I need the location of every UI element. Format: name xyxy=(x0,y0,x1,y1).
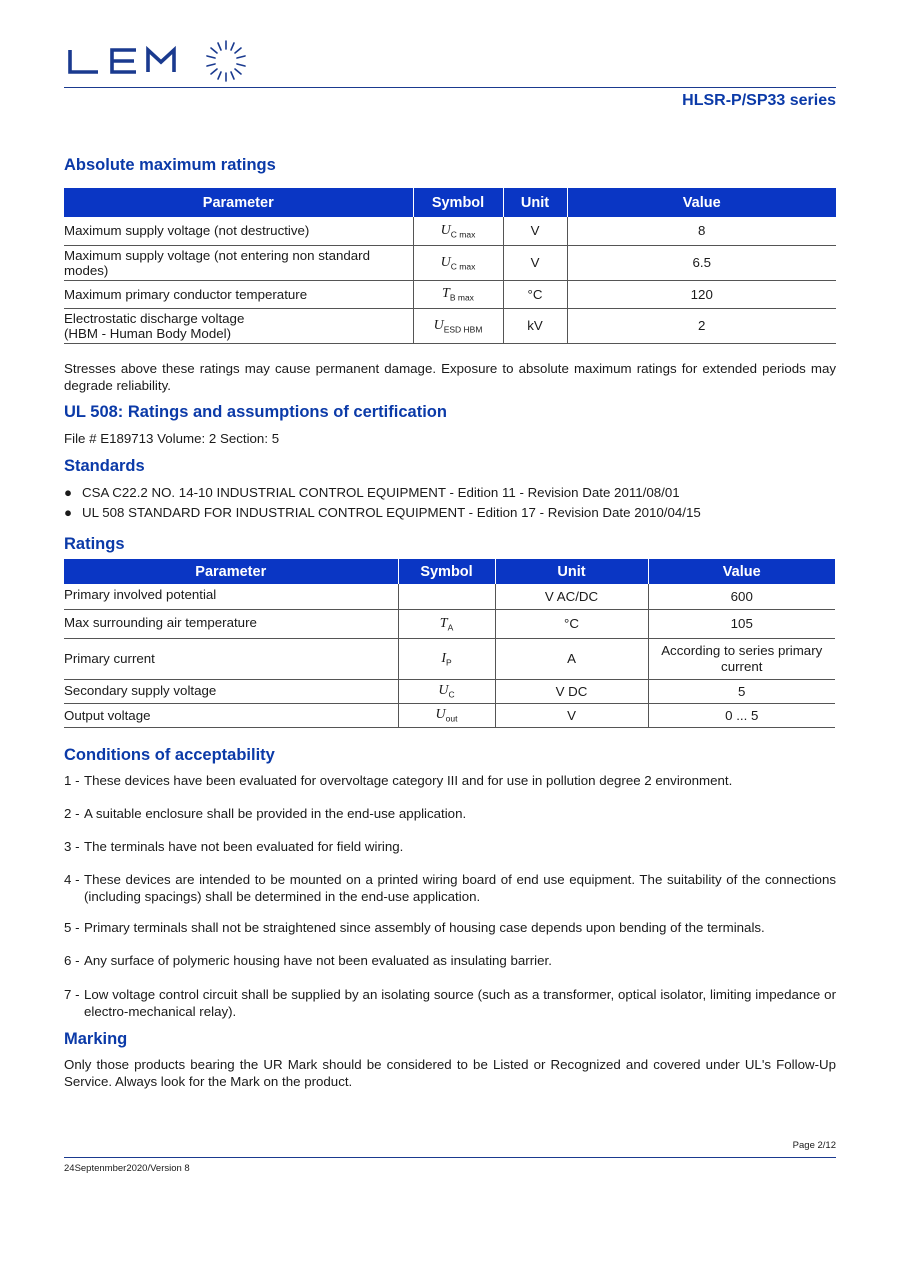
col-header-parameter: Parameter xyxy=(64,188,413,217)
cell-parameter: Primary current xyxy=(64,638,398,679)
abs-max-table xyxy=(64,188,836,344)
cell-value: 120 xyxy=(567,280,836,308)
ul-heading: UL 508: Ratings and assumptions of certification xyxy=(64,403,447,421)
list-item: 7 - Low voltage control circuit shall be supplied by an isolating source (such as a transformer, optical isolator, limiting impedance or electro-mechanical relay). xyxy=(64,987,836,1019)
cell-value: 8 xyxy=(567,217,836,245)
table-header-row xyxy=(64,188,836,217)
col-header-unit: Unit xyxy=(495,559,648,584)
cell-parameter: Maximum primary conductor temperature xyxy=(64,280,413,308)
list-item: 6 - Any surface of polymeric housing have not been evaluated as insulating barrier. xyxy=(64,953,552,968)
list-item: 5 - Primary terminals shall not be straightened since assembly of housing case depends upon bending of the terminals. xyxy=(64,920,765,935)
table-row xyxy=(64,703,835,727)
standards-heading: Standards xyxy=(64,457,145,475)
table-row xyxy=(64,308,836,343)
cell-symbol: $T_A$ xyxy=(398,609,495,638)
cell-unit: V xyxy=(503,217,567,245)
cell-symbol: $U_{out}$ xyxy=(398,703,495,727)
cell-symbol: $T_{B max}$ xyxy=(413,280,503,308)
cell-value: 6.5 xyxy=(567,245,836,280)
table-row xyxy=(64,217,836,245)
cell-parameter: Secondary supply voltage xyxy=(64,679,398,703)
cell-unit: A xyxy=(495,638,648,679)
col-header-unit: Unit xyxy=(503,188,567,217)
cell-symbol: $U_{C max}$ xyxy=(413,245,503,280)
list-item: 3 - The terminals have not been evaluated for field wiring. xyxy=(64,839,404,854)
cell-parameter: Primary involved potential xyxy=(64,584,398,609)
table-row xyxy=(64,679,835,703)
cell-unit: kV xyxy=(503,308,567,343)
conditions-heading: Conditions of acceptability xyxy=(64,746,275,764)
table-row xyxy=(64,609,835,638)
col-header-value: Value xyxy=(648,559,835,584)
cell-parameter: Maximum supply voltage (not destructive) xyxy=(64,217,413,245)
col-header-parameter: Parameter xyxy=(64,559,398,584)
cell-value: 5 xyxy=(648,679,835,703)
marking-text: Only those products bearing the UR Mark should be considered to be Listed or Recognized and covered under UL's Follow-Up Service. Always look for the Mark on the product. xyxy=(64,1057,836,1089)
bullet-icon: ● xyxy=(64,485,73,500)
table-row xyxy=(64,245,836,280)
cell-unit: °C xyxy=(503,280,567,308)
cell-value: According to series primary current xyxy=(648,638,835,679)
list-item: 4 - These devices are intended to be mounted on a printed wiring board of end use equipment. The suitability of the connections (including spacings) shall be determined in the end-use application. xyxy=(64,872,836,904)
table-header-row xyxy=(64,559,835,584)
cell-symbol: $U_{C max}$ xyxy=(413,217,503,245)
list-item: 2 - A suitable enclosure shall be provided in the end-use application. xyxy=(64,806,467,821)
list-item: 1 - These devices have been evaluated for overvoltage category III and for use in pollution degree 2 environment. xyxy=(64,773,733,788)
cell-parameter: Output voltage xyxy=(64,703,398,727)
cell-symbol: $U_C$ xyxy=(398,679,495,703)
bullet-icon: ● xyxy=(64,505,73,520)
cell-value: 2 xyxy=(567,308,836,343)
cell-symbol: $U_{ESD HBM}$ xyxy=(413,308,503,343)
cell-parameter: Max surrounding air temperature xyxy=(64,609,398,638)
footer-divider xyxy=(64,1157,836,1158)
header-divider xyxy=(64,87,836,88)
cell-value: 600 xyxy=(648,584,835,609)
cell-unit: V xyxy=(503,245,567,280)
ratings-table xyxy=(64,559,835,728)
page-number: Page 2/12 xyxy=(792,1140,836,1151)
cell-unit: °C xyxy=(495,609,648,638)
abs-max-heading: Absolute maximum ratings xyxy=(64,156,276,174)
table-row xyxy=(64,584,835,609)
cell-unit: V DC xyxy=(495,679,648,703)
col-header-symbol: Symbol xyxy=(413,188,503,217)
cell-value: 105 xyxy=(648,609,835,638)
cell-parameter: Maximum supply voltage (not entering non standard modes) xyxy=(64,245,413,280)
series-title: HLSR-P/SP33 series xyxy=(682,92,836,109)
abs-max-note: Stresses above these ratings may cause permanent damage. Exposure to absolute maximum ratings for extended periods may degrade reliability. xyxy=(64,361,836,393)
ul-file-info: File # E189713 Volume: 2 Section: 5 xyxy=(64,431,280,446)
list-item: ● CSA C22.2 NO. 14-10 INDUSTRIAL CONTROL EQUIPMENT - Edition 11 - Revision Date 2011/08/01 xyxy=(64,485,680,500)
cell-unit: V xyxy=(495,703,648,727)
table-row xyxy=(64,638,835,679)
cell-value: 0 ... 5 xyxy=(648,703,835,727)
cell-parameter: Electrostatic discharge voltage (HBM - Human Body Model) xyxy=(64,308,413,343)
table-row xyxy=(64,280,836,308)
marking-heading: Marking xyxy=(64,1030,128,1048)
cell-unit: V AC/DC xyxy=(495,584,648,609)
col-header-symbol: Symbol xyxy=(398,559,495,584)
footer-date-version: 24Septenmber2020/Version 8 xyxy=(64,1163,190,1174)
list-item: ● UL 508 STANDARD FOR INDUSTRIAL CONTROL EQUIPMENT - Edition 17 - Revision Date 2010/04/15 xyxy=(64,505,701,520)
col-header-value: Value xyxy=(567,188,836,217)
ratings-heading: Ratings xyxy=(64,535,125,553)
lem-logo xyxy=(68,40,248,89)
cell-symbol: $I_P$ xyxy=(398,638,495,679)
cell-symbol xyxy=(398,584,495,609)
